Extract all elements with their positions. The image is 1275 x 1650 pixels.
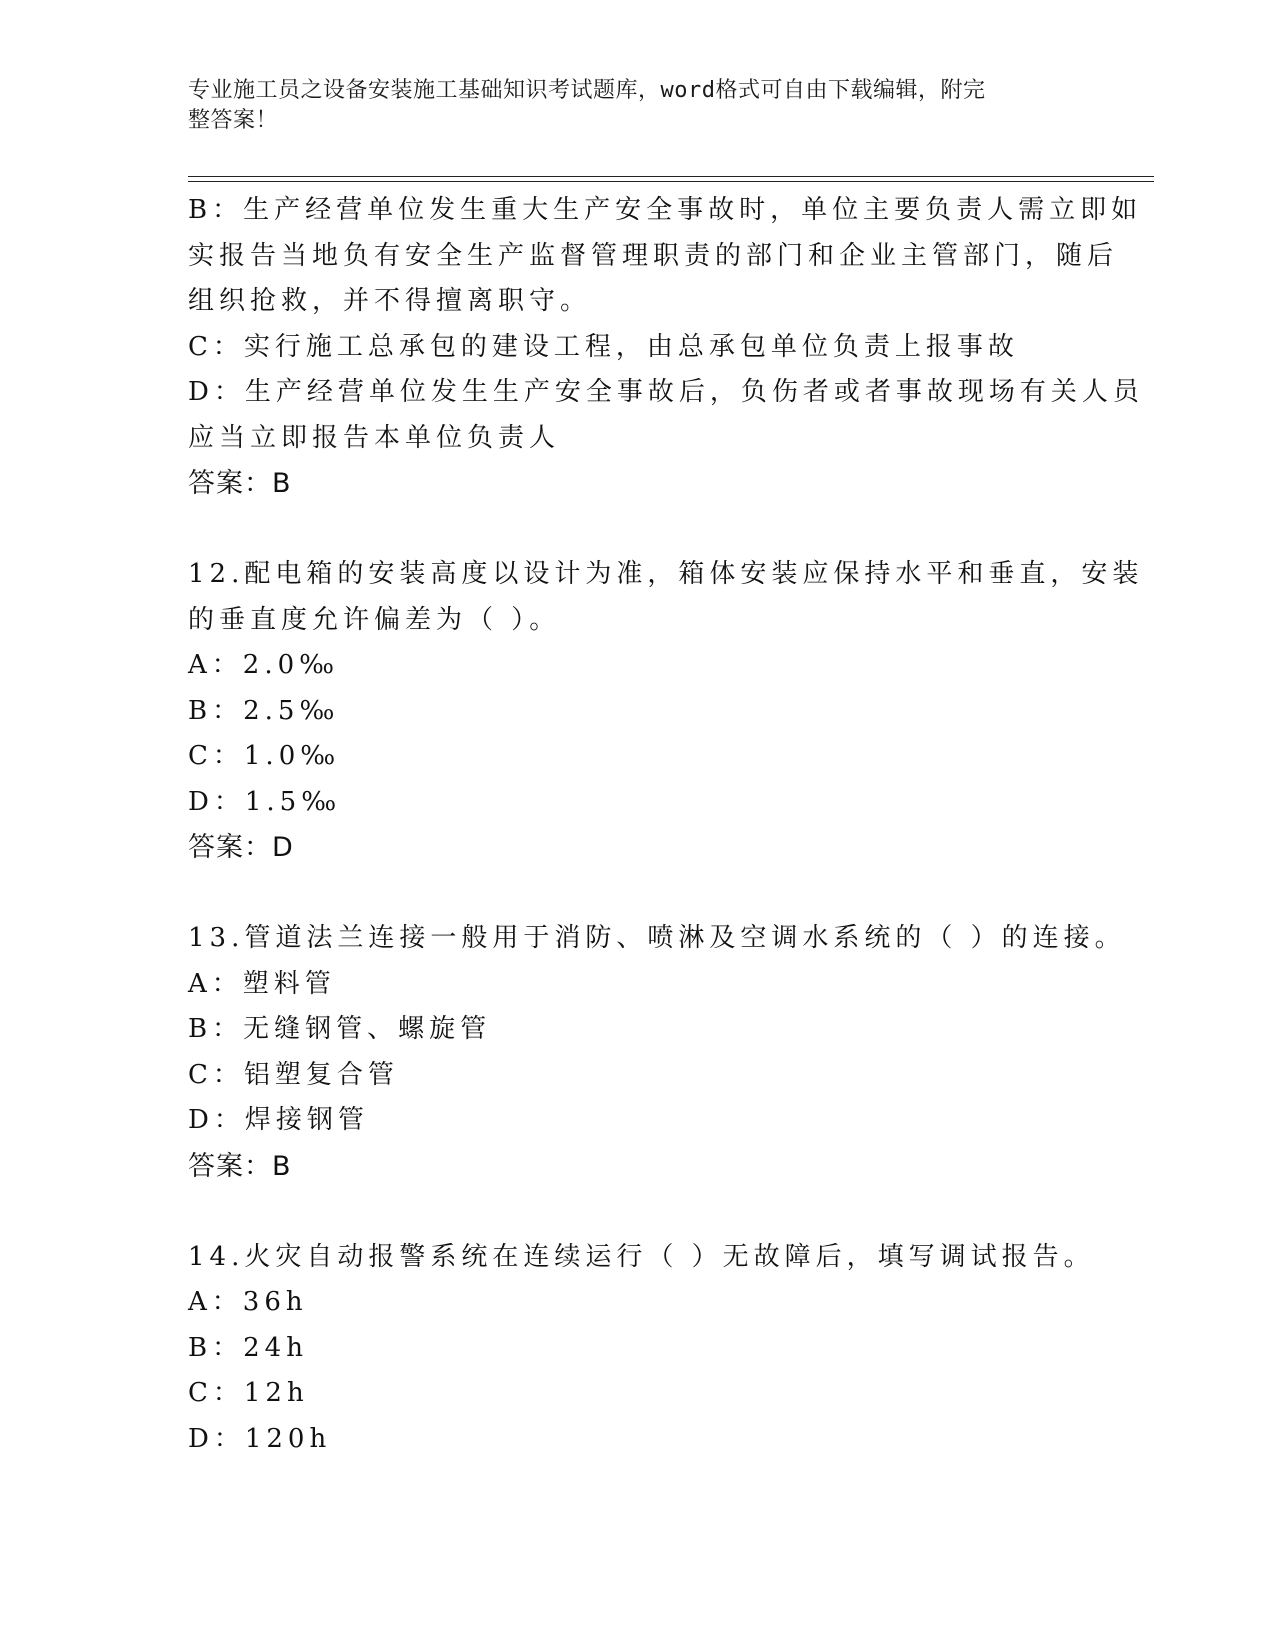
spacer xyxy=(188,507,1088,553)
q11-option-d-line-1: D：生产经营单位发生生产安全事故后，负伤者或者事故现场有关人员 xyxy=(188,377,1144,407)
header-line-1: 专业施工员之设备安装施工基础知识考试题库，word格式可自由下载编辑，附完 xyxy=(188,78,986,103)
q13-option-b: B：无缝钢管、螺旋管 xyxy=(188,1014,492,1044)
header-divider-bottom xyxy=(188,181,1154,182)
question-11-continued xyxy=(188,188,1144,507)
header-divider-top xyxy=(188,176,1154,177)
spacer xyxy=(188,1189,1088,1235)
q11-option-c: C：实行施工总承包的建设工程，由总承包单位负责上报事故 xyxy=(188,331,1019,362)
q11-option-b-line-1: B：生产经营单位发生重大生产安全事故时，单位主要负责人需立即如 xyxy=(188,195,1143,225)
question-content xyxy=(188,188,1144,1462)
q14-stem: 14.火灾自动报警系统在连续运行（ ）无故障后，填写调试报告。 xyxy=(188,1241,1095,1272)
q14-option-b: B：24h xyxy=(188,1332,308,1363)
q12-stem-line-1: 12.配电箱的安装高度以设计为准，箱体安装应保持水平和垂直，安装 xyxy=(188,559,1144,589)
q13-option-a: A：塑料管 xyxy=(188,968,336,999)
q13-stem: 13.管道法兰连接一般用于消防、喷淋及空调水系统的（ ）的连接。 xyxy=(188,923,1126,953)
question-12 xyxy=(188,552,1144,871)
q11-option-b-line-3: 组织抢救，并不得擅离职守。 xyxy=(188,286,592,316)
q12-option-b: B：2.5‰ xyxy=(188,695,340,726)
q12-option-a: A：2.0‰ xyxy=(188,650,340,680)
question-13 xyxy=(188,916,1126,1189)
q12-stem-line-2: 的垂直度允许偏差为（ ）。 xyxy=(188,604,561,635)
q11-answer: 答案：B xyxy=(188,468,292,499)
q14-option-c: C：12h xyxy=(188,1378,309,1408)
spacer xyxy=(188,871,1088,917)
q12-option-c: C：1.0‰ xyxy=(188,741,341,771)
document-header xyxy=(188,76,1068,136)
q11-option-b-line-2: 实报告当地负有安全生产监督管理职责的部门和企业主管部门，随后 xyxy=(188,240,1119,271)
question-14 xyxy=(188,1235,1095,1463)
q14-option-d: D：120h xyxy=(188,1423,332,1454)
q11-option-d-line-2: 应当立即报告本单位负责人 xyxy=(188,422,561,453)
q12-answer: 答案：D xyxy=(188,832,294,863)
q14-option-a: A：36h xyxy=(188,1287,308,1317)
header-line-2: 整答案！ xyxy=(188,108,279,133)
q13-option-c: C：铝塑复合管 xyxy=(188,1059,399,1090)
q13-answer: 答案：B xyxy=(188,1150,292,1182)
q12-option-d: D：1.5‰ xyxy=(188,786,342,817)
q13-option-d: D：焊接钢管 xyxy=(188,1105,369,1135)
